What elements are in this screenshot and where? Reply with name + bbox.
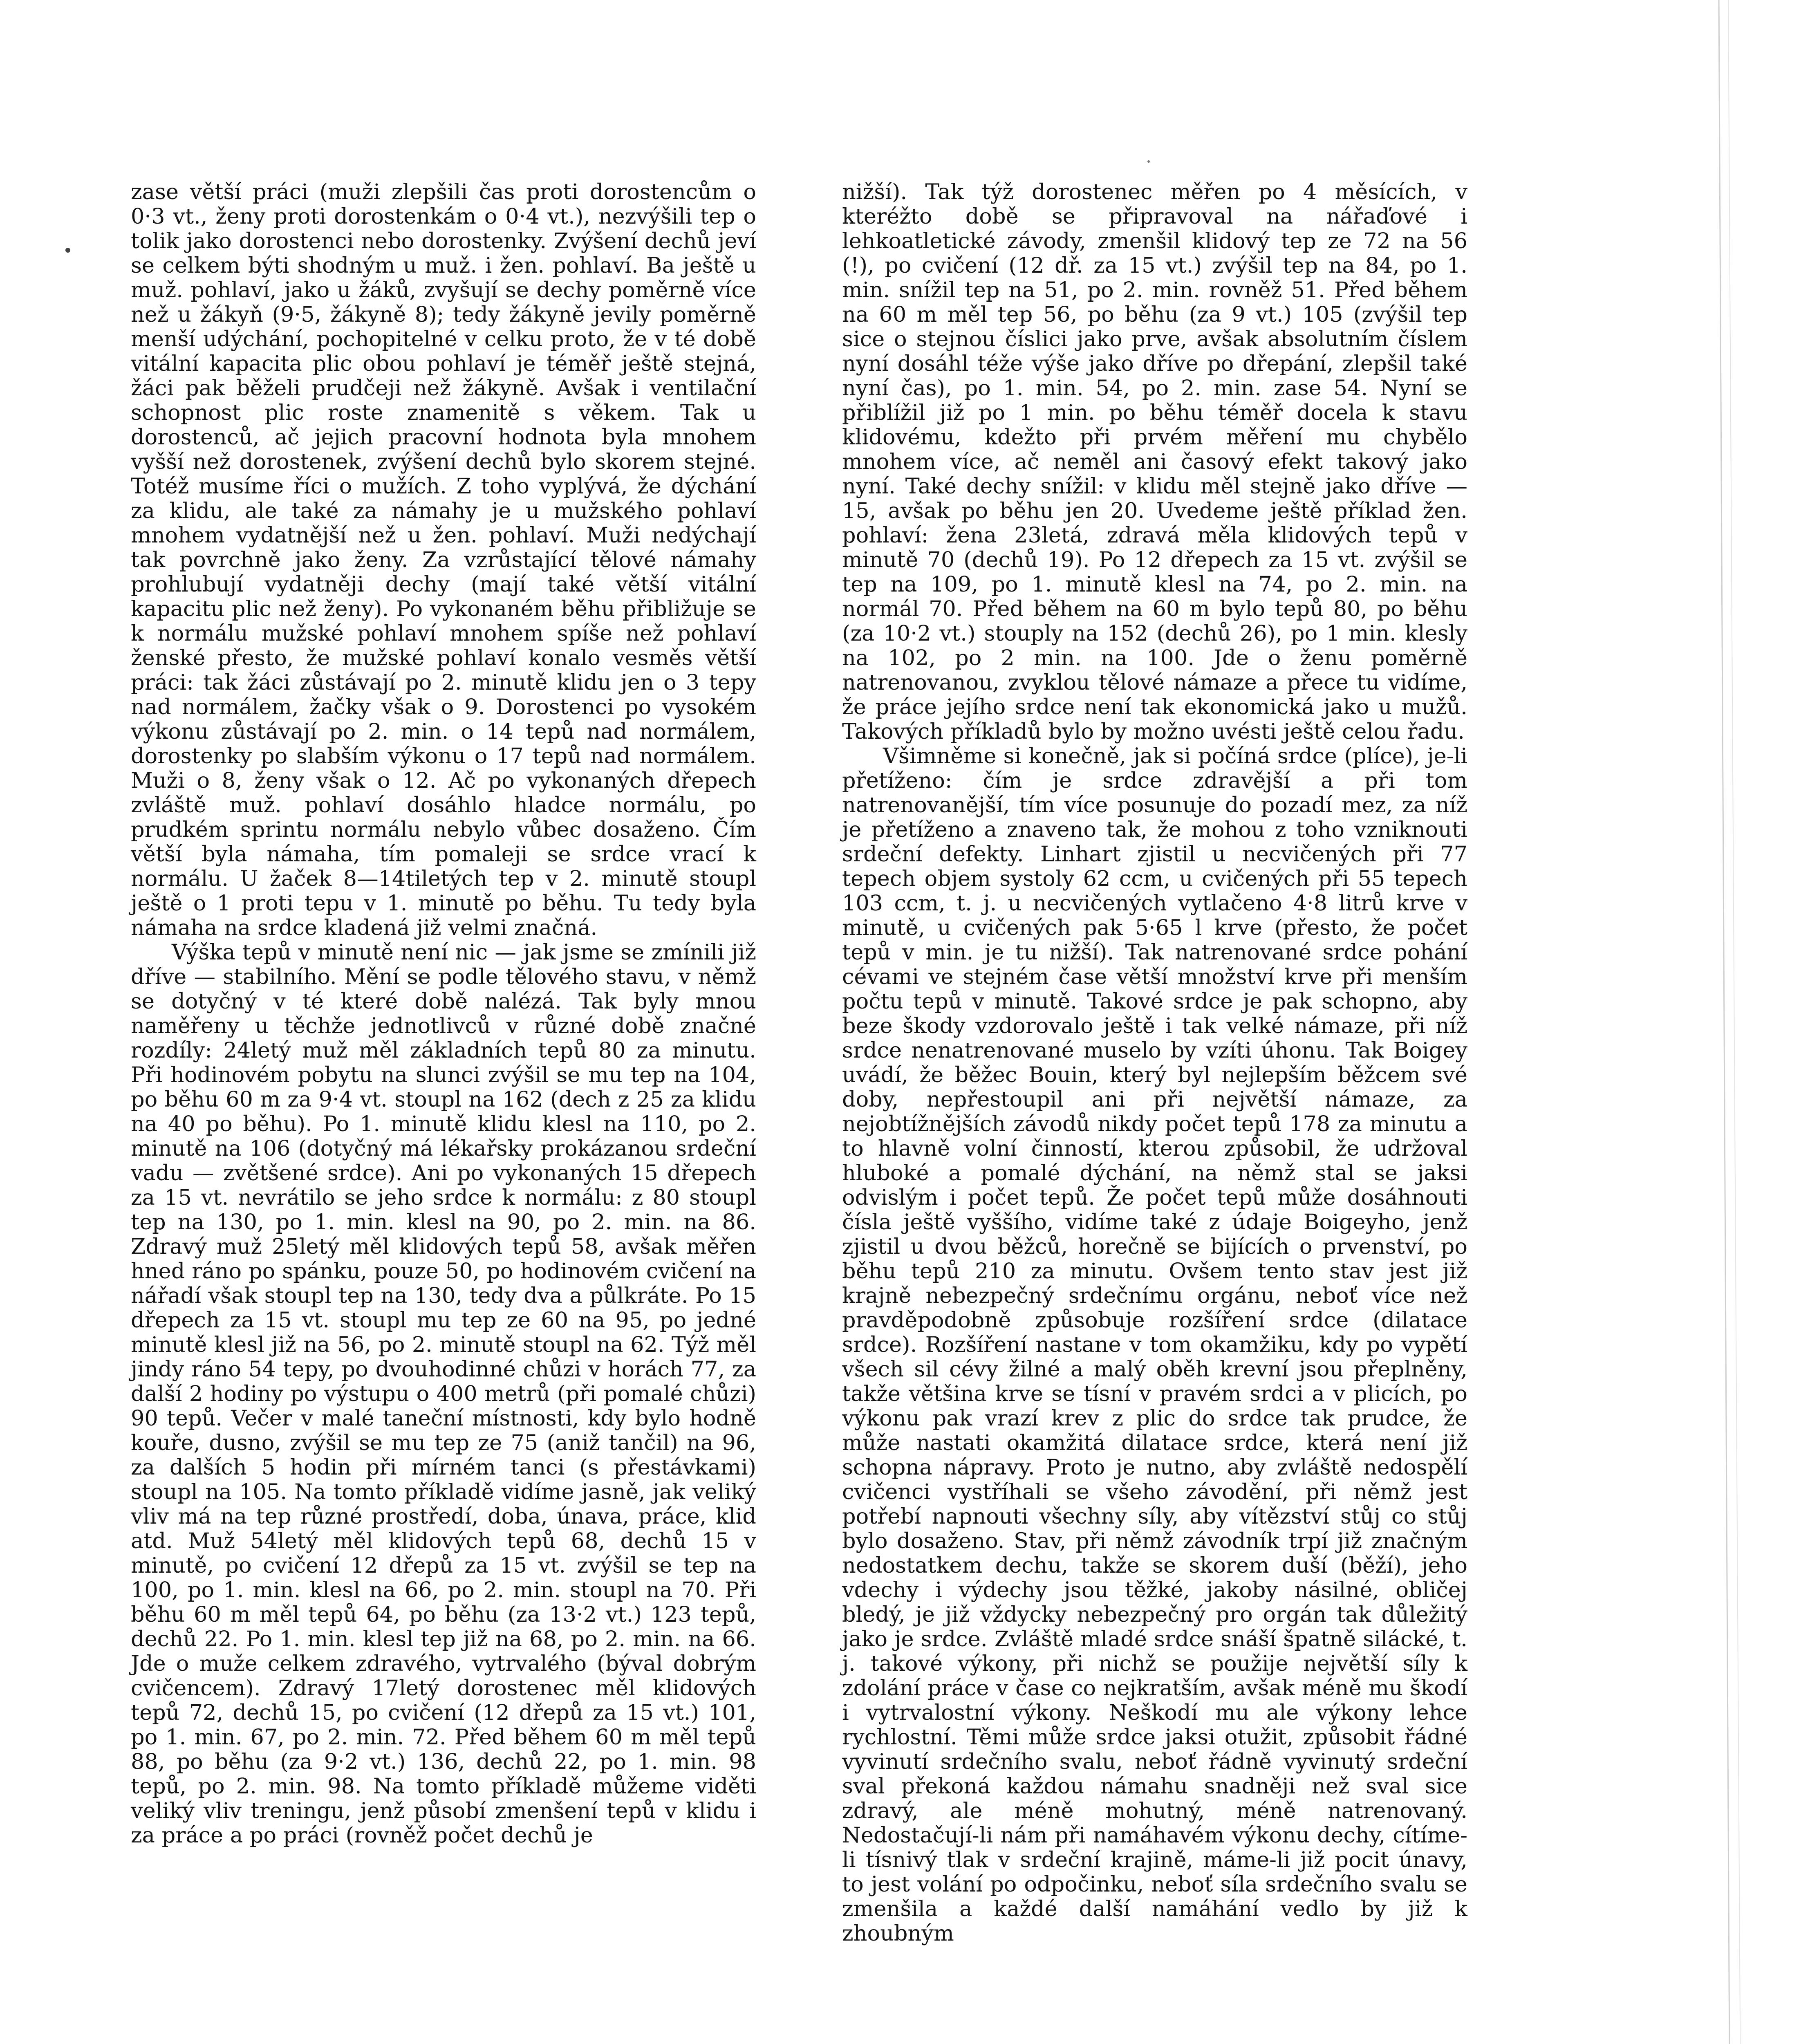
right-paragraph-2: Všimněme si konečně, jak si počíná srdce (plíce), je-li přetíženo: čím je srdce zdravější a při tom natrenovanější, tím více posunuje do pozadí mez, za níž je přetíženo a znaveno tak, že mohou z toho vzniknouti srdeční defekty. Linhart zjistil u necvičených při 77 tepech objem systoly 62 ccm, u cvičených při 55 tepech 103 ccm, t. j. u necvičených vytlačeno 4·8 litrů krve v minutě, u cvičených pak 5·65 l krve (přesto, že počet tepů v min. je tu nižší). Tak natrenované srdce pohání cévami ve stejném čase větší množství krve při menším počtu tepů v minutě. Takové srdce je pak schopno, aby beze škody vzdorovalo ještě i tak velké námaze, při níž srdce nenatrenované muselo by vzíti úhonu. Tak Boigey uvádí, že běžec Bouin, který byl nejlepším běžcem své doby, nepřestoupil ani při největší námaze, za nejobtížnějších závodů nikdy počet tepů 178 za minutu a to hlavně volní činností, kterou způsobil, že udržoval hluboké a pomalé dýchání, na němž stal se jaksi odvislým i počet tepů. Že počet tepů může dosáhnouti čísla ještě vyššího, vidíme také z údaje Boigeyho, jenž zjistil u dvou běžců, horečně se bijících o prvenství, po běhu tepů 210 za minutu. Ovšem tento stav jest již krajně nebezpečný srdečnímu orgánu, neboť více než pravděpodobně způsobuje rozšíření srdce (dilatace srdce). Rozšíření nastane v tom okamžiku, kdy po vypětí všech sil cévy žilné a malý oběh krevní jsou přeplněny, takže většina krve se tísní v pravém srdci a v plicích, po výkonu pak vrazí krev z plic do srdce tak prudce, že může nastati okamžitá dilatace srdce, která není již schopna nápravy. Proto je nutno, aby zvláště nedospělí cvičenci vystříhali se všeho závodění, při němž jest potřebí napnouti všechny síly, aby vítězství stůj co stůj bylo dosaženo. Stav, při němž závodník trpí již značným nedostatkem dechu, takže se skorem duší (běží), jeho vdechy i výdechy jsou těžké, jakoby násilné, obličej bledý, je již vždycky nebezpečný pro orgán tak důležitý jako je srdce. Zvláště mladé srdce snáší špatně silácké, t. j. takové výkony, při nichž se použije největší síly k zdolání práce v čase co nejkratším, avšak méně mu škodí i vytrvalostní výkony. Neškodí mu ale výkony lehce rychlostní. Těmi může srdce jaksi otužit, způsobit řádné vyvinutí srdečního svalu, neboť řádně vyvinutý srdeční sval překoná každou námahu snadněji než sval sice zdravý, ale méně mohutný, méně natrenovaný. Nedostačují-li nám při namáhavém výkonu dechy, cítíme-li tísnivý tlak v srdeční krajině, máme-li již pocit únavy, to jest volání po odpočinku, neboť síla srdečního svalu se zmenšila a každé další namáhání vedlo by již k zhoubným	[842, 744, 1467, 1946]
left-paragraph-2: Výška tepů v minutě není nic — jak jsme se zmínili již dříve — stabilního. Mění se podle tělového stavu, v němž se dotyčný v té které době nalézá. Tak byly mnou naměřeny u těchže jednotlivců v různé době značné rozdíly: 24letý muž měl základních tepů 80 za minutu. Při hodinovém pobytu na slunci zvýšil se mu tep na 104, po běhu 60 m za 9·4 vt. stoupl na 162 (dech z 25 za klidu na 40 po běhu). Po 1. minutě klidu klesl na 110, po 2. minutě na 106 (dotyčný má lékařsky prokázanou srdeční vadu — zvětšené srdce). Ani po vykonaných 15 dřepech za 15 vt. nevrátilo se jeho srdce k normálu: z 80 stoupl tep na 130, po 1. min. klesl na 90, po 2. min. na 86. Zdravý muž 25letý měl klidových tepů 58, avšak měřen hned ráno po spánku, pouze 50, po hodinovém cvičení na nářadí však stoupl tep na 130, tedy dva a půlkráte. Po 15 dřepech za 15 vt. stoupl mu tep ze 60 na 95, po jedné minutě klesl již na 56, po 2. minutě stoupl na 62. Týž měl jindy ráno 54 tepy, po dvouhodinné chůzi v horách 77, za další 2 hodiny po výstupu o 400 metrů (při pomalé chůzi) 90 tepů. Večer v malé taneční místnosti, kdy bylo hodně kouře, dusno, zvýšil se mu tep ze 75 (aniž tančil) na 96, za dalších 5 hodin při mírném tanci (s přestávkami) stoupl na 105. Na tomto příkladě vidíme jasně, jak veliký vliv má na tep různé prostředí, doba, únava, práce, klid atd. Muž 54letý měl klidových tepů 68, dechů 15 v minutě, po cvičení 12 dřepů za 15 vt. zvýšil se tep na 100, po 1. min. klesl na 66, po 2. min. stoupl na 70. Při běhu 60 m měl tepů 64, po běhu (za 13·2 vt.) 123 tepů, dechů 22. Po 1. min. klesl tep již na 68, po 2. min. na 66. Jde o muže celkem zdravého, vytrvalého (býval dobrým cvičencem). Zdravý 17letý dorostenec měl klidových tepů 72, dechů 15, po cvičení (12 dřepů za 15 vt.) 101, po 1. min. 67, po 2. min. 72. Před během 60 m měl tepů 88, po běhu (za 9·2 vt.) 136, dechů 22, po 1. min. 98 tepů, po 2. min. 98. Na tomto příkladě můžeme viděti veliký vliv treningu, jenž působí zmenšení tepů v klidu i za práce a po práci (rovněž počet dechů je	[131, 940, 756, 1848]
right-column	[842, 180, 1467, 1946]
right-paragraph-1: nižší). Tak týž dorostenec měřen po 4 měsících, v kteréžto době se připravoval na nářaďové i lehkoatletické závody, zmenšil klidový tep ze 72 na 56 (!), po cvičení (12 dř. za 15 vt.) zvýšil tep na 84, po 1. min. snížil tep na 51, po 2. min. rovněž 51. Před během na 60 m měl tep 56, po běhu (za 9 vt.) 105 (zvýšil tep sice o stejnou číslici jako prve, avšak absolutním číslem nyní dosáhl téže výše jako dříve po dřepání, zlepšil také nyní čas), po 1. min. 54, po 2. min. zase 54. Nyní se přiblížil již po 1 min. po běhu téměř docela k stavu klidovému, kdežto při prvém měření mu chybělo mnohem více, ač neměl ani časový efekt takový jako nyní. Také dechy snížil: v klidu měl stejně jako dříve — 15, avšak po běhu jen 20. Uvedeme ještě příklad žen. pohlaví: žena 23letá, zdravá měla klidových tepů v minutě 70 (dechů 19). Po 12 dřepech za 15 vt. zvýšil se tep na 109, po 1. minutě klesl na 74, po 2. min. na normál 70. Před během na 60 m bylo tepů 80, po běhu (za 10·2 vt.) stouply na 152 (dechů 26), po 1 min. klesly na 102, po 2 min. na 100. Jde o ženu poměrně natrenovanou, zvyklou tělové námaze a přece tu vidíme, že práce jejího srdce není tak ekonomická jako u mužů. Takových příkladů bylo by možno uvésti ještě celou řadu.	[842, 179, 1467, 744]
left-paragraph-1: zase větší práci (muži zlepšili čas proti dorostencům o 0·3 vt., ženy proti dorostenkám o 0·4 vt.), nezvýšili tep o tolik jako dorostenci nebo dorostenky. Zvýšení dechů jeví se celkem býti shodným u muž. i žen. pohlaví. Ba ještě u muž. pohlaví, jako u žáků, zvyšují se dechy poměrně více než u žákyň (9·5, žákyně 8); tedy žákyně jevily poměrně menší udýchání, pochopitelné v celku proto, že v té době vitální kapacita plic obou pohlaví je téměř ještě stejná, žáci pak běželi prudčeji než žákyně. Avšak i ventilační schopnost plic roste znamenitě s věkem. Tak u dorostenců, ač jejich pracovní hodnota byla mnohem vyšší než dorostenek, zvýšení dechů bylo skorem stejné. Totéž musíme říci o mužích. Z toho vyplývá, že dýchání za klidu, ale také za námahy je u mužského pohlaví mnohem vydatnější než u žen. pohlaví. Muži nedýchají tak povrchně jako ženy. Za vzrůstající tělové námahy prohlubují vydatněji dechy (mají také větší vitální kapacitu plic než ženy). Po vykonaném běhu přibližuje se k normálu mužské pohlaví mnohem spíše než pohlaví ženské přesto, že mužské pohlaví konalo vesměs větší práci: tak žáci zůstávají po 2. minutě klidu jen o 3 tepy nad normálem, žačky však o 9. Dorostenci po vysokém výkonu zůstávají po 2. min. o 14 tepů nad normálem, dorostenky po slabším výkonu o 17 tepů nad normálem. Muži o 8, ženy však o 12. Ač po vykonaných dřepech zvláště muž. pohlaví dosáhlo hladce normálu, po prudkém sprintu normálu nebylo vůbec dosaženo. Čím větší byla námaha, tím pomaleji se srdce vrací k normálu. U žaček 8—14tiletých tep v 2. minutě stoupl ještě o 1 proti tepu v 1. minutě po běhu. Tu tedy byla námaha na srdce kladená již velmi značná.	[131, 179, 756, 940]
left-column	[131, 180, 756, 1848]
